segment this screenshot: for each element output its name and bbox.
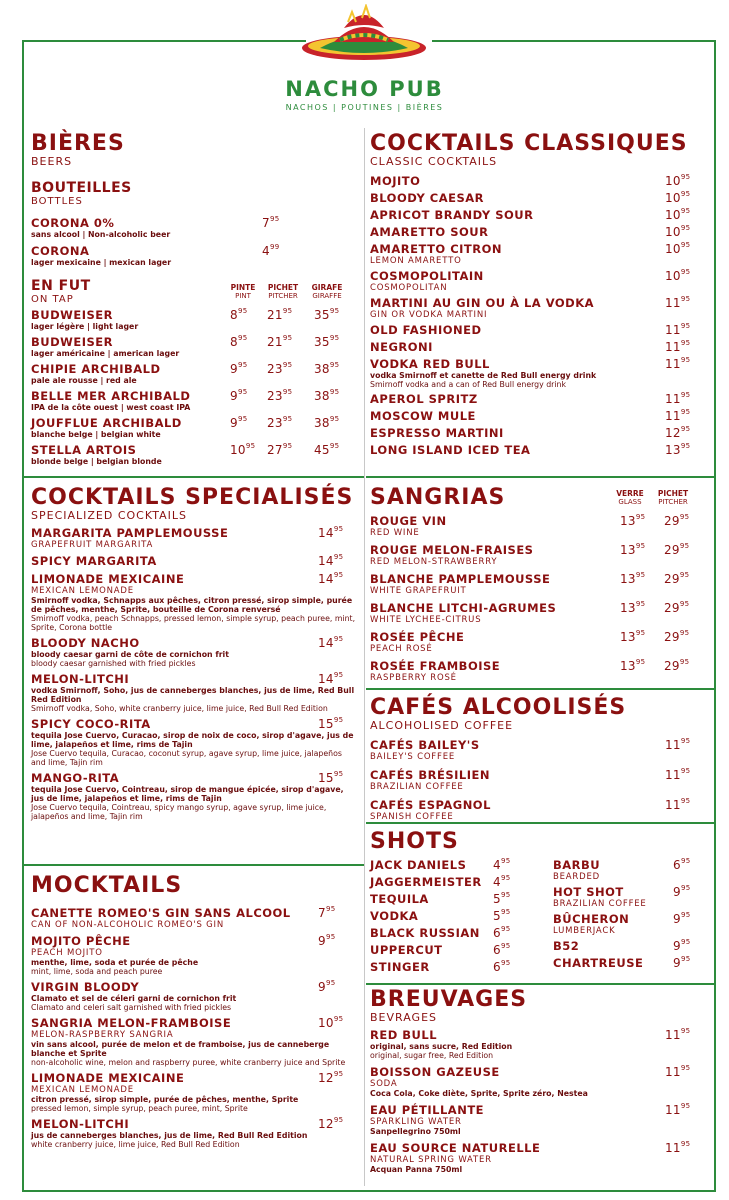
- item-desc: vodka Smirnoff, Soho, jus de canneberges blanches, jus de lime, Red Bull Red Edition: [31, 686, 355, 704]
- item-name: APRICOT BRANDY SOUR: [370, 208, 534, 222]
- item-price: $7^{95}$: [318, 905, 336, 920]
- item-english: LUMBERJACK: [553, 926, 616, 936]
- item-name: OLD FASHIONED: [370, 323, 482, 337]
- menu-item: [370, 875, 520, 892]
- item-name: ROUGE VIN: [370, 514, 447, 528]
- menu-item: [370, 892, 520, 909]
- menu-item: [370, 798, 690, 828]
- menu-item: [370, 225, 690, 242]
- item-price: $14^{95}$: [318, 553, 344, 568]
- item-desc-en: original, sugar free, Red Edition: [370, 1051, 494, 1060]
- item-price: $9^{95}$: [673, 955, 691, 970]
- item-desc-en: Smirnoff vodka, Soho, white cranberry juice, lime juice, Red Bull Red Edition: [31, 704, 328, 713]
- item-name: VIRGIN BLOODY: [31, 980, 140, 994]
- item-price: $11^{95}$: [665, 356, 691, 371]
- item-name: CAFÉS BRÉSILIEN: [370, 768, 490, 782]
- item-price: $38^{95}$: [314, 361, 340, 376]
- menu-item: [370, 357, 690, 392]
- item-price: $7^{95}$: [262, 215, 280, 230]
- menu-item: [553, 858, 693, 885]
- item-price: $11^{95}$: [665, 767, 691, 782]
- item-desc: Sanpellegrino 750ml: [370, 1127, 461, 1136]
- item-name: BARBU: [553, 858, 601, 872]
- item-name: MELON-LITCHI: [31, 672, 130, 686]
- item-price: $9^{95}$: [318, 979, 336, 994]
- menu-item: [31, 1016, 356, 1071]
- item-price: $12^{95}$: [318, 1070, 344, 1085]
- menu-item: [31, 906, 356, 934]
- item-desc: blanche belge | belgian white: [31, 430, 161, 439]
- menu-item: [370, 659, 690, 688]
- col-header-pitcher: PICHET PITCHER: [657, 489, 689, 506]
- item-price: $4^{95}$: [493, 874, 511, 889]
- menu-item: [370, 572, 690, 601]
- section-divider: [366, 688, 716, 690]
- item-desc-en: pressed lemon, simple syrup, peach puree, mint, Sprite: [31, 1104, 248, 1113]
- item-english: MELON-RASPBERRY SANGRIA: [31, 1030, 174, 1040]
- item-name: MOJITO: [370, 174, 421, 188]
- section-title: BREUVAGES: [370, 987, 528, 1012]
- menu-item: [31, 980, 356, 1016]
- item-price: $10^{95}$: [665, 173, 691, 188]
- item-desc: jus de canneberges blanches, jus de lime, Red Bull Red Edition: [31, 1131, 308, 1140]
- item-name: AMARETTO CITRON: [370, 242, 503, 256]
- item-price: $11^{95}$: [665, 391, 691, 406]
- item-english: PEACH ROSÉ: [370, 644, 433, 654]
- menu-item: [553, 912, 693, 939]
- item-name: MOJITO PÊCHE: [31, 934, 131, 948]
- item-name: BLANCHE PAMPLEMOUSSE: [370, 572, 551, 586]
- menu-item: [370, 392, 690, 409]
- menu-item: [370, 296, 690, 323]
- item-price: $6^{95}$: [673, 857, 691, 872]
- item-price: $13^{95}$: [620, 658, 646, 673]
- item-price: $15^{95}$: [318, 770, 344, 785]
- item-name: STELLA ARTOIS: [31, 443, 137, 457]
- item-english: LEMON AMARETTO: [370, 256, 462, 266]
- menu-item: [553, 885, 693, 912]
- item-desc: vin sans alcool, purée de melon et de framboise, jus de canneberge blanche et Sprite: [31, 1040, 330, 1058]
- section-title: MOCKTAILS: [31, 873, 183, 898]
- item-price: $11^{95}$: [665, 737, 691, 752]
- item-price: $10^{95}$: [665, 207, 691, 222]
- item-english: BEARDED: [553, 872, 600, 882]
- section-divider: [22, 476, 364, 478]
- item-price: $9^{95}$: [673, 938, 691, 953]
- item-english: MEXICAN LEMONADE: [31, 1085, 134, 1095]
- menu-item: [370, 323, 690, 340]
- menu-item: [370, 514, 690, 543]
- item-price: $11^{95}$: [665, 1027, 691, 1042]
- item-name: MARGARITA PAMPLEMOUSSE: [31, 526, 229, 540]
- item-price: $11^{95}$: [665, 1140, 691, 1155]
- section-cafes: [370, 696, 690, 828]
- item-name: SPICY COCO-RITA: [31, 717, 151, 731]
- menu-item: [370, 738, 690, 768]
- item-price: $21^{95}$: [267, 307, 293, 322]
- section-subtitle: SPECIALIZED COCKTAILS: [31, 509, 187, 522]
- item-english: GIN OR VODKA MARTINI: [370, 310, 488, 320]
- item-english: NATURAL SPRING WATER: [370, 1155, 492, 1165]
- item-desc-en: white cranberry juice, lime juice, Red Bull Red Edition: [31, 1140, 240, 1149]
- item-english: BRAZILIAN COFFEE: [553, 899, 647, 909]
- item-name: TEQUILA: [370, 892, 429, 906]
- item-price: $8^{95}$: [230, 334, 248, 349]
- item-price: $12^{95}$: [318, 1116, 344, 1131]
- section-divider: [366, 983, 716, 985]
- sombrero-logo: [300, 4, 428, 62]
- item-price: $6^{95}$: [493, 942, 511, 957]
- item-name: CAFÉS ESPAGNOL: [370, 798, 491, 812]
- item-price: $13^{95}$: [620, 571, 646, 586]
- item-english: WHITE LYCHEE-CITRUS: [370, 615, 482, 625]
- item-desc: citron pressé, sirop simple, purée de pêches, menthe, Sprite: [31, 1095, 299, 1104]
- section-divider: [366, 476, 716, 478]
- item-price: $14^{95}$: [318, 635, 344, 650]
- section-subtitle: ALCOHOLISED COFFEE: [370, 719, 514, 732]
- item-price: $29^{95}$: [664, 542, 690, 557]
- menu-item: [31, 443, 356, 470]
- item-desc-en: Clamato and celeri salt garnished with fried pickles: [31, 1003, 232, 1012]
- brand-name: NACHO PUB: [285, 77, 444, 101]
- item-desc: lager légère | light lager: [31, 322, 139, 331]
- item-price: $12^{95}$: [665, 425, 691, 440]
- item-name: EAU PÉTILLANTE: [370, 1103, 485, 1117]
- item-price: $11^{95}$: [665, 797, 691, 812]
- item-price: $9^{95}$: [673, 884, 691, 899]
- menu-item: [370, 208, 690, 225]
- menu-item: [31, 771, 356, 825]
- item-name: BELLE MER ARCHIBALD: [31, 389, 191, 403]
- col-header-glass: VERRE GLASS: [616, 489, 644, 506]
- item-price: $13^{95}$: [665, 442, 691, 457]
- item-price: $13^{95}$: [620, 542, 646, 557]
- item-price: $10^{95}$: [318, 1015, 344, 1030]
- item-name: ROSÉE FRAMBOISE: [370, 659, 501, 673]
- section-subtitle: BEERS: [31, 155, 73, 168]
- col-header-pitcher: PICHET PITCHER: [267, 283, 299, 300]
- menu-item: [553, 956, 693, 973]
- subsection-title: BOUTEILLES: [31, 180, 132, 196]
- menu-item: [370, 443, 690, 460]
- item-name: BLACK RUSSIAN: [370, 926, 480, 940]
- item-desc: pale ale rousse | red ale: [31, 376, 137, 385]
- item-name: ROSÉE PÊCHE: [370, 630, 465, 644]
- subsection-subtitle: BOTTLES: [31, 196, 83, 207]
- item-name: ROUGE MELON-FRAISES: [370, 543, 534, 557]
- item-english: SPARKLING WATER: [370, 1117, 462, 1127]
- item-price: $13^{95}$: [620, 513, 646, 528]
- section-divider: [22, 864, 364, 866]
- item-english: BRAZILIAN COFFEE: [370, 782, 464, 792]
- item-price: $6^{95}$: [493, 959, 511, 974]
- item-desc: Clamato et sel de céleri garni de cornichon frit: [31, 994, 237, 1003]
- menu-item: [31, 717, 356, 771]
- col-header-pint: PINTE PINT: [230, 283, 256, 300]
- item-english: SPANISH COFFEE: [370, 812, 454, 822]
- item-price: $45^{95}$: [314, 442, 340, 457]
- item-name: VODKA RED BULL: [370, 357, 490, 371]
- item-name: VODKA: [370, 909, 419, 923]
- item-name: RED BULL: [370, 1028, 438, 1042]
- item-price: $35^{95}$: [314, 334, 340, 349]
- item-desc-en: bloody caesar garnished with fried pickles: [31, 659, 196, 668]
- item-price: $9^{95}$: [230, 361, 248, 376]
- item-price: $10^{95}$: [665, 190, 691, 205]
- item-desc: Smirnoff vodka, Schnapps aux pêches, citron pressé, sirop simple, purée de pêches, menthe, Sprite, bouteille de Corona renversé: [31, 596, 353, 614]
- item-desc-en: Smirnoff vodka and a can of Red Bull energy drink: [370, 380, 567, 389]
- item-name: HOT SHOT: [553, 885, 624, 899]
- section-specialized-cocktails: [31, 486, 356, 825]
- item-desc-en: non-alcoholic wine, melon and raspberry puree, white cranberry juice and Sprite: [31, 1058, 346, 1067]
- item-price: $4^{99}$: [262, 243, 280, 258]
- menu-item: [370, 409, 690, 426]
- menu-item: [370, 269, 690, 296]
- item-name: CHIPIE ARCHIBALD: [31, 362, 161, 376]
- item-price: $14^{95}$: [318, 571, 344, 586]
- item-english: COSMOPOLITAN: [370, 283, 448, 293]
- menu-item: [31, 335, 356, 362]
- item-price: $10^{95}$: [665, 224, 691, 239]
- item-desc: Acquan Panna 750ml: [370, 1165, 463, 1174]
- item-desc: tequila Jose Cuervo, Curacao, sirop de noix de coco, sirop d'agave, jus de lime, jalapeños et lime, rims de Tajin: [31, 731, 354, 749]
- item-name: COSMOPOLITAIN: [370, 269, 484, 283]
- item-price: $23^{95}$: [267, 361, 293, 376]
- item-name: BÛCHERON: [553, 912, 630, 926]
- menu-item: [31, 554, 356, 572]
- menu-item: [31, 416, 356, 443]
- menu-item: [553, 939, 693, 956]
- item-name: CORONA 0%: [31, 216, 115, 230]
- item-desc: lager mexicaine | mexican lager: [31, 258, 172, 267]
- item-name: CHARTREUSE: [553, 956, 644, 970]
- item-name: JACK DANIELS: [370, 858, 467, 872]
- item-name: SANGRIA MELON-FRAMBOISE: [31, 1016, 232, 1030]
- item-price: $29^{95}$: [664, 571, 690, 586]
- menu-item: [31, 244, 356, 278]
- item-name: MANGO-RITA: [31, 771, 120, 785]
- item-desc: bloody caesar garni de côte de cornichon frit: [31, 650, 229, 659]
- item-name: UPPERCUT: [370, 943, 443, 957]
- menu-item: [370, 943, 520, 960]
- item-name: JAGGERMEISTER: [370, 875, 482, 889]
- section-title: SANGRIAS: [370, 485, 506, 510]
- item-price: $5^{95}$: [493, 908, 511, 923]
- section-title: COCKTAILS CLASSIQUES: [370, 131, 688, 156]
- item-price: $29^{95}$: [664, 629, 690, 644]
- item-price: $10^{95}$: [665, 268, 691, 283]
- item-price: $6^{95}$: [493, 925, 511, 940]
- menu-item: [31, 1117, 356, 1153]
- menu-item: [31, 672, 356, 717]
- section-bieres: [31, 132, 356, 470]
- menu-item: [370, 1141, 690, 1179]
- item-price: $29^{95}$: [664, 600, 690, 615]
- section-subtitle: CLASSIC COCKTAILS: [370, 155, 498, 168]
- item-desc-en: Jose Cuervo tequila, Curacao, coconut syrup, agave syrup, lime juice, jalapeños and lime, Tajin rim: [31, 749, 342, 767]
- item-price: $8^{95}$: [230, 307, 248, 322]
- item-price: $10^{95}$: [230, 442, 256, 457]
- menu-item: [31, 216, 356, 244]
- item-desc: blonde belge | belgian blonde: [31, 457, 162, 466]
- item-price: $9^{95}$: [318, 933, 336, 948]
- item-price: $27^{95}$: [267, 442, 293, 457]
- item-name: AMARETTO SOUR: [370, 225, 489, 239]
- item-english: RED MELON-STRAWBERRY: [370, 557, 498, 567]
- item-name: STINGER: [370, 960, 430, 974]
- menu-item: [31, 636, 356, 672]
- item-name: NEGRONI: [370, 340, 433, 354]
- item-desc: IPA de la côte ouest | west coast IPA: [31, 403, 191, 412]
- item-price: $14^{95}$: [318, 671, 344, 686]
- item-name: BLANCHE LITCHI-AGRUMES: [370, 601, 557, 615]
- item-price: $11^{95}$: [665, 322, 691, 337]
- section-breuvages: [370, 988, 690, 1179]
- menu-item: [370, 630, 690, 659]
- item-price: $10^{95}$: [665, 241, 691, 256]
- item-name: MELON-LITCHI: [31, 1117, 130, 1131]
- item-price: $38^{95}$: [314, 388, 340, 403]
- item-english: BAILEY'S COFFEE: [370, 752, 456, 762]
- item-price: $9^{95}$: [673, 911, 691, 926]
- menu-item: [370, 174, 690, 191]
- item-desc-en: mint, lime, soda and peach puree: [31, 967, 163, 976]
- item-english: PEACH MOJITO: [31, 948, 103, 958]
- item-price: $11^{95}$: [665, 1102, 691, 1117]
- section-title: BIÈRES: [31, 131, 125, 156]
- item-name: EAU SOURCE NATURELLE: [370, 1141, 541, 1155]
- menu-item: [370, 960, 520, 977]
- column-divider: [364, 128, 365, 1186]
- section-title: CAFÉS ALCOOLISÉS: [370, 695, 627, 720]
- item-desc: lager américaine | american lager: [31, 349, 180, 358]
- subsection-title: EN FUT: [31, 278, 91, 294]
- item-english: GRAPEFRUIT MARGARITA: [31, 540, 154, 550]
- item-price: $4^{95}$: [493, 857, 511, 872]
- brand-tagline: NACHOS | POUTINES | BIÈRES: [285, 103, 444, 112]
- item-price: $23^{95}$: [267, 388, 293, 403]
- item-price: $29^{95}$: [664, 513, 690, 528]
- menu-item: [31, 572, 356, 636]
- item-price: $11^{95}$: [665, 408, 691, 423]
- item-english: MEXICAN LEMONADE: [31, 586, 134, 596]
- item-price: $5^{95}$: [493, 891, 511, 906]
- item-english: WHITE GRAPEFRUIT: [370, 586, 467, 596]
- item-price: $11^{95}$: [665, 339, 691, 354]
- menu-item: [31, 389, 356, 416]
- menu-item: [31, 934, 356, 980]
- section-classic-cocktails: [370, 132, 690, 460]
- item-price: $11^{95}$: [665, 295, 691, 310]
- menu-item: [370, 426, 690, 443]
- menu-item: [31, 308, 356, 335]
- item-name: JOUFFLUE ARCHIBALD: [31, 416, 182, 430]
- item-desc: vodka Smirnoff et canette de Red Bull energy drink: [370, 371, 597, 380]
- section-title: COCKTAILS SPECIALISÉS: [31, 485, 354, 510]
- item-name: LIMONADE MEXICAINE: [31, 572, 185, 586]
- item-name: CORONA: [31, 244, 90, 258]
- menu-item: [370, 768, 690, 798]
- menu-item: [31, 362, 356, 389]
- item-name: BOISSON GAZEUSE: [370, 1065, 500, 1079]
- menu-item: [370, 1028, 690, 1065]
- section-sangrias: [370, 486, 690, 688]
- item-english: CAN OF NON-ALCOHOLIC ROMEO'S GIN: [31, 920, 224, 930]
- item-price: $13^{95}$: [620, 629, 646, 644]
- item-desc-en: Jose Cuervo tequila, Cointreau, spicy mango syrup, agave syrup, lime juice, jalapeños and lime, Tajin rim: [31, 803, 327, 821]
- item-name: LONG ISLAND ICED TEA: [370, 443, 531, 457]
- item-name: B52: [553, 939, 580, 953]
- item-name: APEROL SPRITZ: [370, 392, 478, 406]
- col-header-giraffe: GIRAFE GIRAFFE: [311, 283, 343, 300]
- item-price: $14^{95}$: [318, 525, 344, 540]
- item-price: $9^{95}$: [230, 415, 248, 430]
- tap-header: [31, 278, 356, 308]
- item-price: $23^{95}$: [267, 415, 293, 430]
- item-name: BLOODY NACHO: [31, 636, 140, 650]
- item-name: SPICY MARGARITA: [31, 554, 157, 568]
- item-name: MARTINI AU GIN OU À LA VODKA: [370, 296, 595, 310]
- item-name: LIMONADE MEXICAINE: [31, 1071, 185, 1085]
- item-price: $11^{95}$: [665, 1064, 691, 1079]
- menu-item: [31, 526, 356, 554]
- item-desc: menthe, lime, soda et purée de pêche: [31, 958, 199, 967]
- menu-item: [370, 340, 690, 357]
- item-price: $21^{95}$: [267, 334, 293, 349]
- menu-item: [370, 858, 520, 875]
- item-name: BLOODY CAESAR: [370, 191, 485, 205]
- item-price: $35^{95}$: [314, 307, 340, 322]
- item-english: RASPBERRY ROSÉ: [370, 673, 457, 683]
- item-desc: sans alcool | Non-alcoholic beer: [31, 230, 171, 239]
- item-english: RED WINE: [370, 528, 420, 538]
- menu-item: [370, 926, 520, 943]
- menu-item: [370, 909, 520, 926]
- item-price: $15^{95}$: [318, 716, 344, 731]
- item-desc: tequila Jose Cuervo, Cointreau, sirop de mangue épicée, sirop d'agave, jus de lime, jalapeños et lime, rims de Tajin: [31, 785, 344, 803]
- section-title: SHOTS: [370, 829, 459, 854]
- item-name: CAFÉS BAILEY'S: [370, 738, 480, 752]
- item-price: $9^{95}$: [230, 388, 248, 403]
- item-name: BUDWEISER: [31, 335, 113, 349]
- menu-item: [370, 242, 690, 269]
- item-desc: original, sans sucre, Red Edition: [370, 1042, 513, 1051]
- menu-item: [370, 1065, 690, 1103]
- item-name: BUDWEISER: [31, 308, 113, 322]
- item-name: MOSCOW MULE: [370, 409, 476, 423]
- menu-item: [31, 1071, 356, 1117]
- item-price: $29^{95}$: [664, 658, 690, 673]
- menu-item: [370, 601, 690, 630]
- menu-item: [370, 1103, 690, 1141]
- item-desc: Coca Cola, Coke diète, Sprite, Sprite zéro, Nestea: [370, 1089, 588, 1098]
- item-name: ESPRESSO MARTINI: [370, 426, 504, 440]
- item-price: $38^{95}$: [314, 415, 340, 430]
- section-shots: [370, 829, 691, 974]
- subsection-subtitle: ON TAP: [31, 294, 74, 305]
- menu-item: [370, 191, 690, 208]
- item-name: CANETTE ROMEO'S GIN SANS ALCOOL: [31, 906, 291, 920]
- section-subtitle: BEVRAGES: [370, 1011, 438, 1024]
- section-mocktails: [31, 874, 356, 1153]
- menu-item: [370, 543, 690, 572]
- item-price: $13^{95}$: [620, 600, 646, 615]
- item-desc-en: Smirnoff vodka, peach Schnapps, pressed lemon, simple syrup, peach puree, mint, Sprite, Corona bottle: [31, 614, 356, 632]
- item-english: SODA: [370, 1079, 398, 1089]
